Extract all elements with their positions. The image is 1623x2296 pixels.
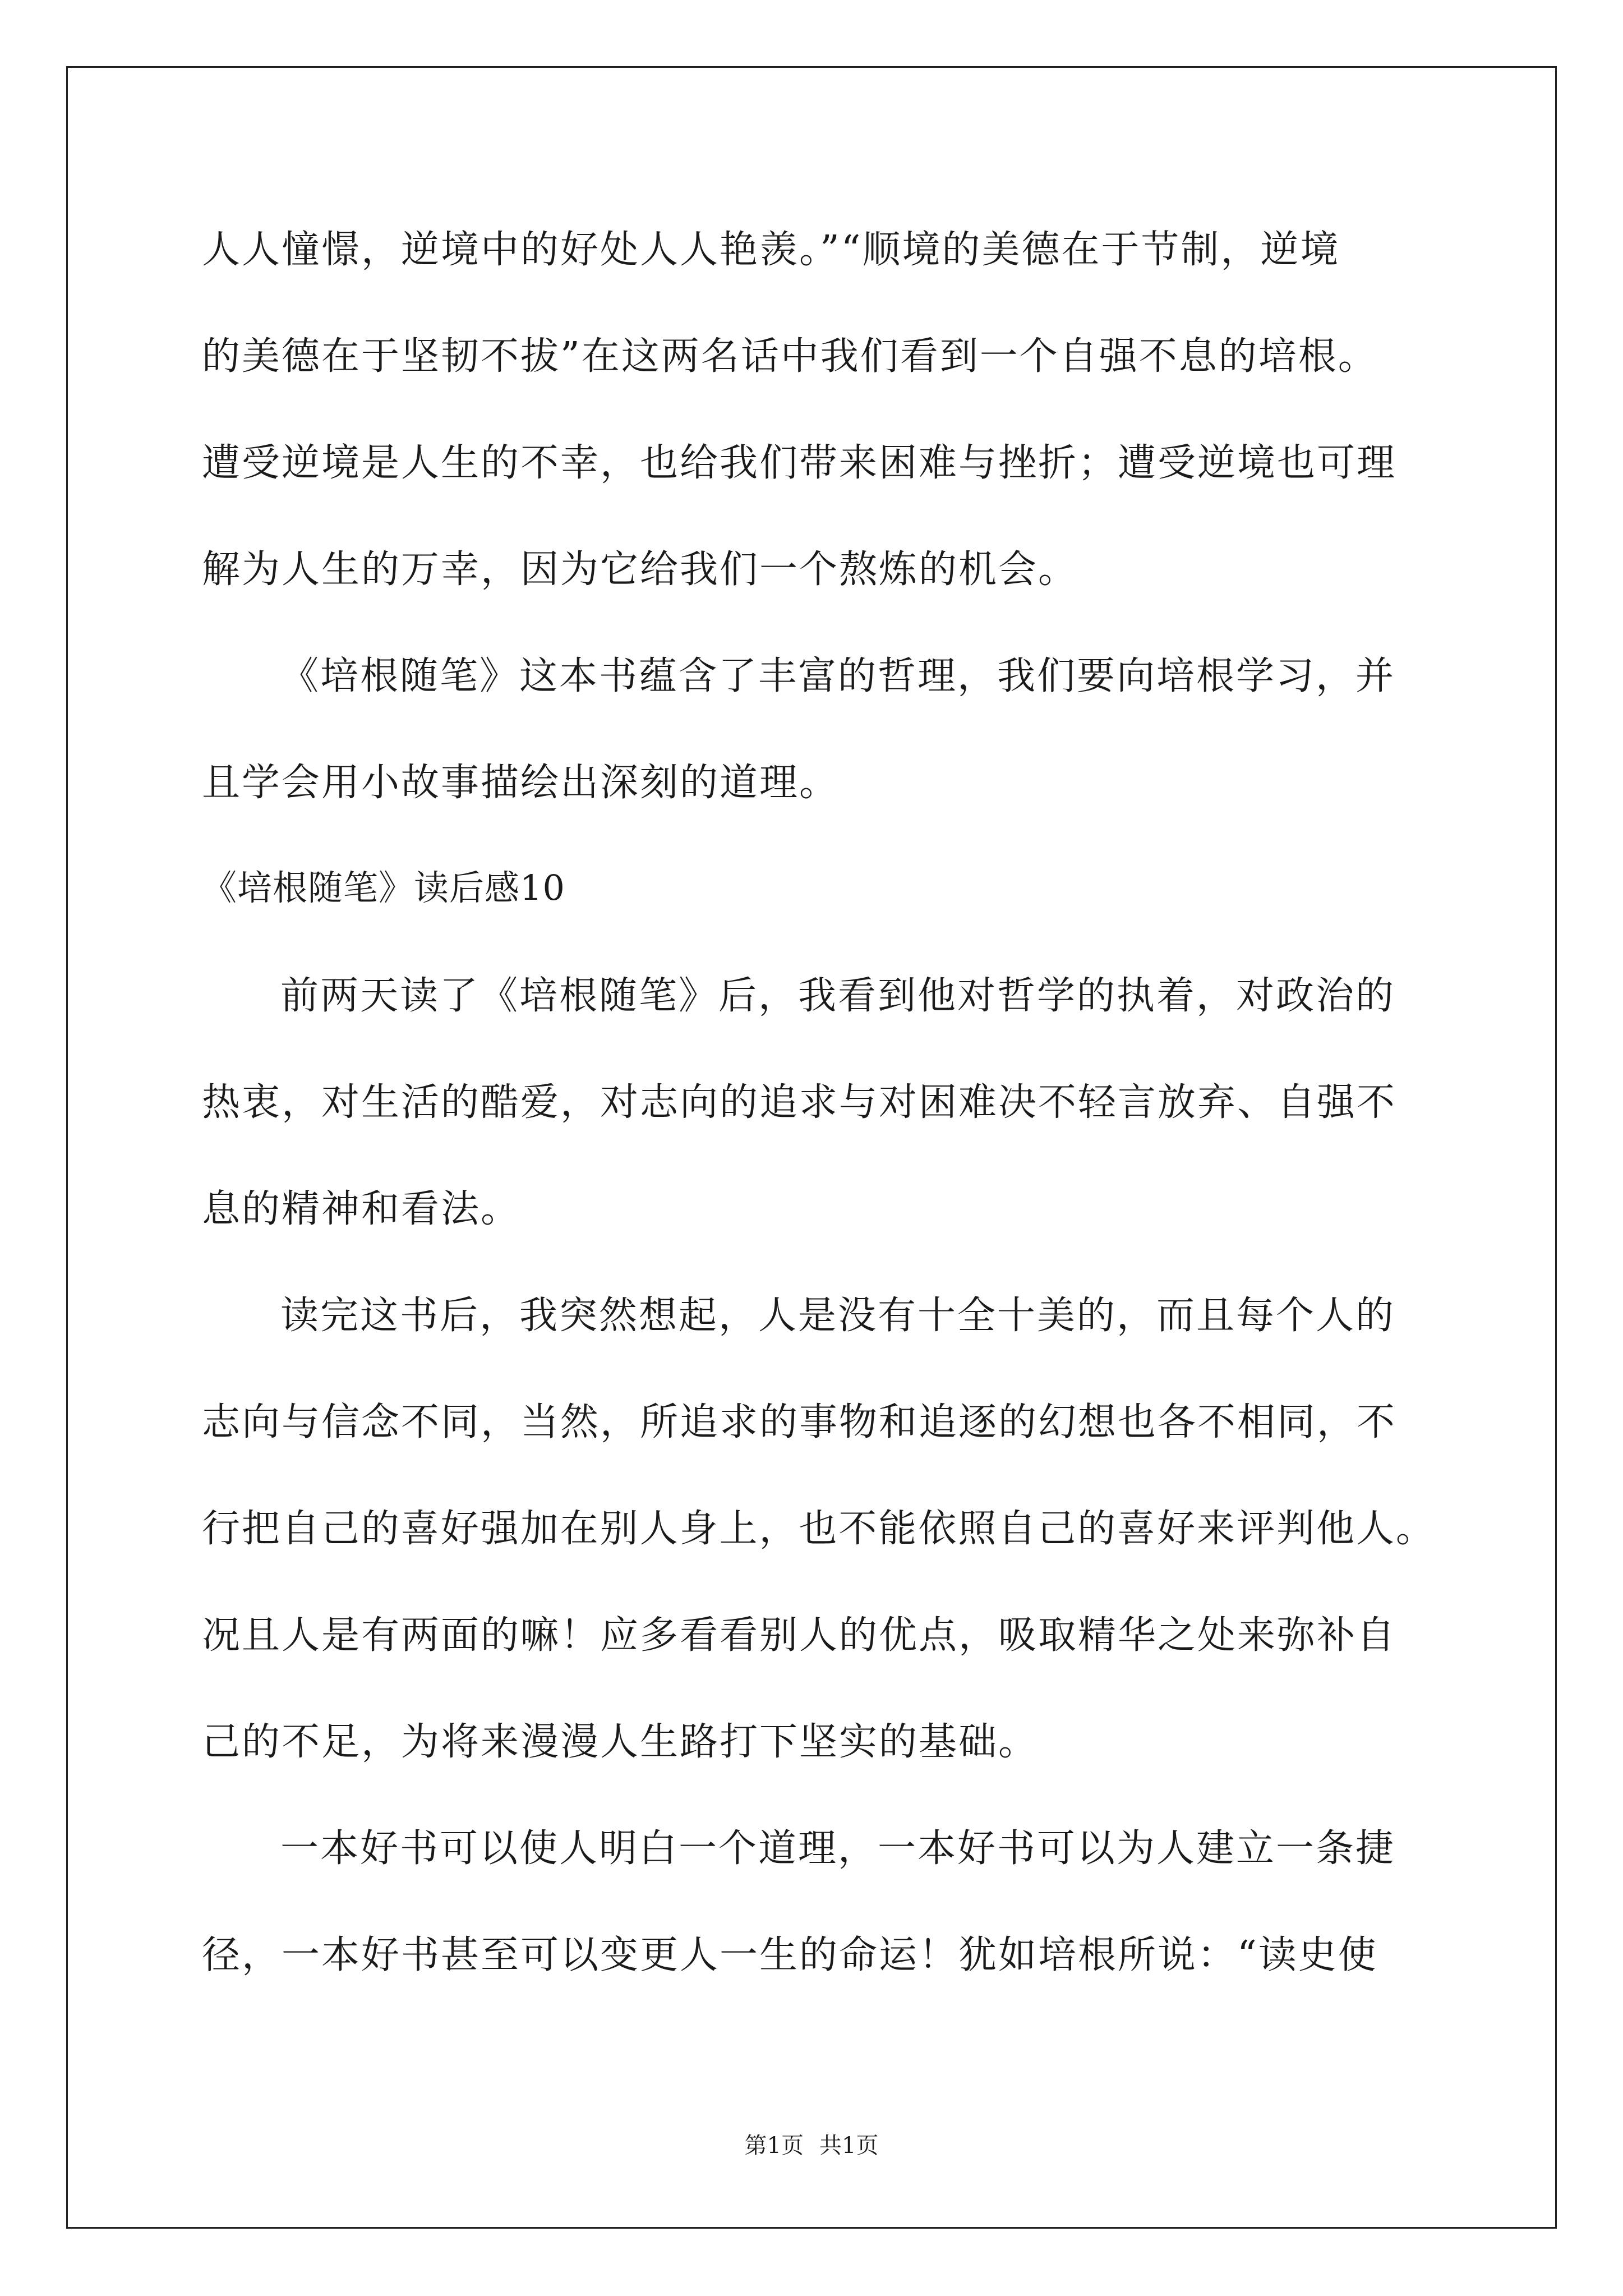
text-line: 径，一本好书甚至可以变更人一生的命运！犹如培根所说：“读史使	[202, 1933, 1378, 1977]
text-line: 息的精神和看法。	[202, 1187, 521, 1231]
text-line: 人人憧憬，逆境中的好处人人艳羡。”“顺境的美德在于节制，逆境	[202, 228, 1340, 272]
paragraph-start-line: 读完这书后，我突然想起，人是没有十全十美的，而且每个人的	[280, 1294, 1396, 1338]
page-border	[66, 66, 1557, 2229]
text-line: 热衷，对生活的酷爱，对志向的追求与对困难决不轻言放弃、自强不	[202, 1080, 1397, 1125]
text-line: 遭受逆境是人生的不幸，也给我们带来困难与挫折；遭受逆境也可理	[202, 441, 1397, 485]
text-line: 且学会用小故事描绘出深刻的道理。	[202, 761, 840, 805]
text-line: 行把自己的喜好强加在别人身上，也不能依照自己的喜好来评判他人。	[202, 1507, 1436, 1551]
page-footer	[0, 2134, 1623, 2157]
text-line: 况且人是有两面的嘛！应多看看别人的优点，吸取精华之处来弥补自	[202, 1613, 1397, 1658]
text-line: 己的不足，为将来漫漫人生路打下坚实的基础。	[202, 1720, 1039, 1764]
paragraph-start-line: 《培根随笔》这本书蕴含了丰富的哲理，我们要向培根学习，并	[280, 654, 1396, 698]
page-total: 共1页	[819, 2133, 879, 2159]
page-number: 第1页	[744, 2133, 804, 2159]
section-heading: 《培根随笔》读后感10	[202, 867, 565, 908]
paragraph-start-line: 一本好书可以使人明白一个道理，一本好书可以为人建立一条捷	[280, 1826, 1396, 1871]
text-line: 的美德在于坚韧不拔”在这两名话中我们看到一个自强不息的培根。	[202, 334, 1378, 379]
text-line: 志向与信念不同，当然，所追求的事物和追逐的幻想也各不相同，不	[202, 1400, 1397, 1444]
text-line: 解为人生的万幸，因为它给我们一个熬炼的机会。	[202, 547, 1078, 592]
paragraph-start-line: 前两天读了《培根随笔》后，我看到他对哲学的执着，对政治的	[280, 974, 1396, 1018]
